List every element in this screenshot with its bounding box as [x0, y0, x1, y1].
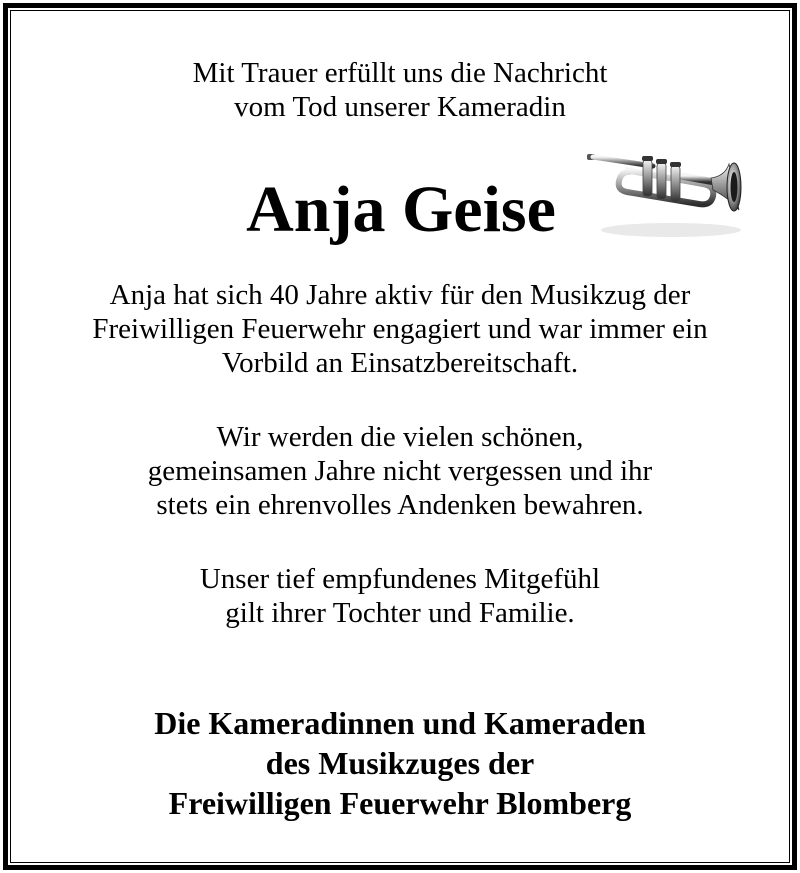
condolence-line-1: Unser tief empfundenes Mitgefühl: [199, 563, 601, 595]
tribute-line-1: Anja hat sich 40 Jahre aktiv für den Musikzug der: [109, 279, 691, 311]
intro-line-2: vom Tod unserer Kameradin: [234, 91, 566, 123]
trumpet-icon: [583, 140, 743, 240]
intro-line-1: Mit Trauer erfüllt uns die Nachricht: [192, 57, 608, 89]
deceased-name-text: Anja Geise: [246, 173, 556, 246]
signature-line-3: Freiwilligen Feuerwehr Blomberg: [168, 785, 632, 821]
tribute-line-3: Vorbild an Einsatzbereitschaft.: [221, 347, 579, 379]
condolence-paragraph: [0, 562, 800, 630]
signature-line-1: Die Kameradinnen und Kameraden: [154, 705, 646, 741]
signature-line-2: des Musikzuges der: [265, 745, 535, 781]
memory-paragraph: [0, 420, 800, 522]
signature-block: [0, 703, 800, 823]
condolence-line-2: gilt ihrer Tochter und Familie.: [225, 597, 575, 629]
memory-line-2: gemeinsamen Jahre nicht vergessen und ihr: [147, 455, 653, 487]
tribute-paragraph: [0, 278, 800, 380]
intro-text: [0, 56, 800, 124]
tribute-line-2: Freiwilligen Feuerwehr engagiert und war immer ein: [92, 313, 708, 345]
memory-line-3: stets ein ehrenvolles Andenken bewahren.: [156, 489, 644, 521]
memory-line-1: Wir werden die vielen schönen,: [216, 421, 584, 453]
